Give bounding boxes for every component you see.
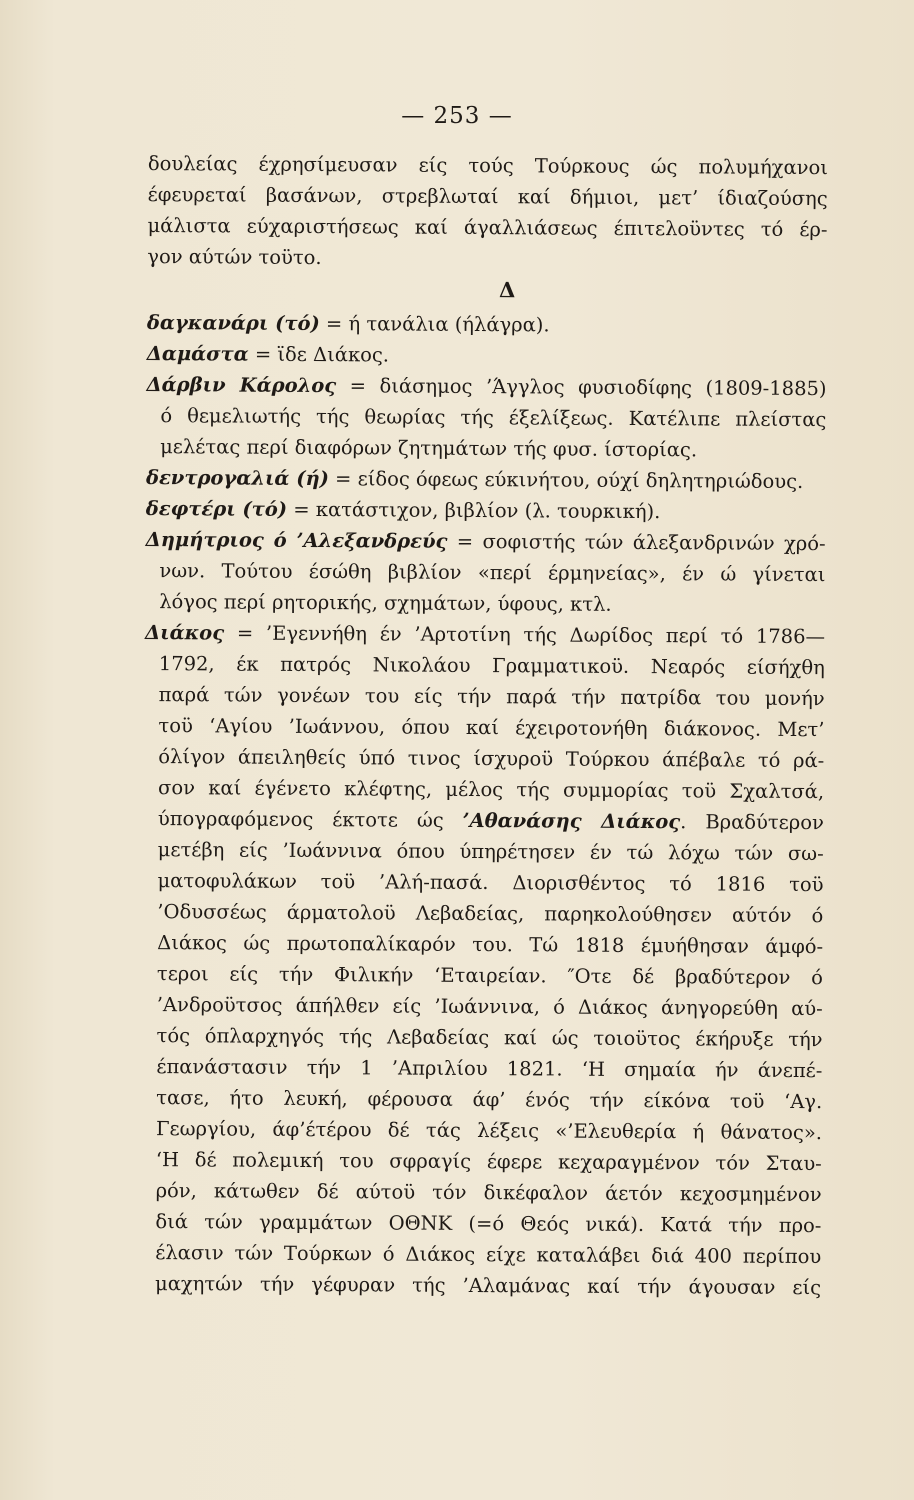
text-line: τασε, ήτο λευκή, φέρουσα άφ’ ένός τήν είκόνα τοϋ ‘Αγ. <box>156 1086 823 1114</box>
text-line: διά τών γραμμάτων ΟΘΝΚ (=ό Θεός νικά). Κατά τήν προ- <box>155 1210 822 1238</box>
dictionary-entry <box>146 524 826 559</box>
entry-lemma: δεφτέρι (τό) <box>145 496 288 521</box>
text-line: σον καί έγένετο κλέφτης, μέλος τής συμμορίας τοϋ Σχαλτσά, <box>158 776 825 804</box>
dictionary-entry <box>146 493 826 528</box>
dictionary-entry <box>146 369 826 404</box>
text-line: ό θεμελιωτής τής θεωρίας τής έξελίξεως. Κατέλιπε πλείστας <box>160 404 827 432</box>
entry-lemma: Δάρβιν Κάρολος <box>146 372 337 398</box>
text-line: μαχητών τήν γέφυραν τής ’Αλαμάνας καί τήν άγουσαν είς <box>154 1272 822 1300</box>
text-fragment: ύπογραφόμενος έκτοτε ώς <box>157 807 444 832</box>
text-line: ‘Η δέ πολεμική του σφραγίς έφερε κεχαραγμένον τόν Σταυ- <box>155 1148 822 1176</box>
entry-definition: = κατάστιχον, βιβλίον (λ. τουρκική). <box>293 497 661 524</box>
text-line <box>144 803 824 838</box>
text-line: ματοφυλάκων τοϋ ’Αλή-πασά. Διορισθέντος τό 1816 τοϋ <box>157 869 824 897</box>
text-line: παρά τών γονέων του είς τήν παρά τήν πατρίδα του μονήν <box>158 683 825 711</box>
text-line: μελέτας περί διαφόρων ζητημάτων τής φυσ. ίστορίας. <box>160 435 698 462</box>
text-line: έλασιν τών Τούρκων ό Διάκος είχε καταλάβει διά 400 περίπου <box>155 1241 822 1269</box>
entry-lemma: δεντρογαλιά (ή) <box>145 465 329 491</box>
text-line: τεροι είς τήν Φιλικήν ‘Εταιρείαν. ″Οτε δέ βραδύτερον ό <box>156 962 824 990</box>
text-line: λόγος περί ρητορικής, σχημάτων, ύφους, κτλ. <box>159 590 612 616</box>
entry-definition: = ϊδε Διάκος. <box>254 342 390 367</box>
text-fragment: . Βραδύτερον <box>680 810 824 835</box>
entry-definition: = ’Εγεννήθη έν ’Αρτοτίνη τής Δωρίδος περί τό 1786— <box>236 621 826 649</box>
entry-lemma: Δημήτριος ό ’Αλεξανδρεύς <box>145 527 448 553</box>
entry-definition: = ή τανάλια (ήλάγρα). <box>325 312 550 337</box>
dictionary-entry <box>145 617 825 652</box>
entry-lemma: Δαμάστα <box>146 341 249 366</box>
text-line: μάλιστα εύχαριστήσεως καί άγαλλιάσεως έπιτελοϋντες τό έρ- <box>147 213 828 242</box>
text-line: έπανάστασιν τήν 1 ’Απριλίου 1821. ‘Η σημαία ήν άνεπέ- <box>156 1055 823 1083</box>
text-line: ’Οδυσσέως άρματολοϋ Λεβαδείας, παρηκολούθησεν αύτόν ό <box>157 900 824 928</box>
text-line: ρόν, κάτωθεν δέ αύτοϋ τόν δικέφαλον άετόν κεχοσμημένον <box>155 1179 822 1207</box>
entry-definition: = σοφιστής τών άλεξανδρινών χρό- <box>456 529 826 556</box>
entry-definition: = διάσημος ’Άγγλος φυσιοδίφης (1809-1885) <box>349 374 827 401</box>
text-line: τός όπλαρχηγός τής Λεβαδείας καί ώς τοιοϋτος έκήρυξε τήν <box>156 1024 823 1052</box>
entry-lemma: Διάκος <box>144 620 225 645</box>
dictionary-entry <box>146 462 826 497</box>
text-line: τοϋ ‘Αγίου ’Ιωάννου, όπου καί έχειροτονήθη διάκονος. Μετ’ <box>158 714 825 742</box>
text-line: έφευρεταί βασάνων, στρεβλωταί καί δήμιοι, μετ’ ίδιαζούσης <box>147 182 828 211</box>
dictionary-entry <box>147 338 827 373</box>
signature-name: ’Αθανάσης Διάκος <box>462 808 681 834</box>
dictionary-entry <box>147 307 827 342</box>
entry-lemma: δαγκανάρι (τό) <box>146 310 320 336</box>
text-line: Γεωργίου, άφ’έτέρου δέ τάς λέξεις «’Ελευθερία ή θάνατος». <box>155 1117 823 1145</box>
text-line: όλίγον άπειληθείς ύπό τινος ίσχυροϋ Τούρκου άπέβαλε τό ρά- <box>158 745 825 773</box>
page-number: — 253 — <box>401 103 513 129</box>
text-line: μετέβη είς ’Ιωάννινα όπου ύπηρέτησεν έν τώ λόχω τών σω- <box>157 838 824 866</box>
text-line: ’Ανδροϋτσος άπήλθεν είς ’Ιωάννινα, ό Διάκος άνηγορεύθη αύ- <box>156 993 823 1021</box>
section-letter: Δ <box>498 277 516 303</box>
page-body <box>141 148 828 1303</box>
entry-definition: = είδος όφεως εύκινήτου, ούχί δηλητηριώδους. <box>335 467 804 494</box>
text-line: νων. Τούτου έσώθη βιβλίον «περί έρμηνείας», έν ώ γίνεται <box>159 559 826 587</box>
text-line: 1792, έκ πατρός Νικολάου Γραμματικοϋ. Νεαρός είσήχθη <box>158 652 825 680</box>
text-line: δουλείας έχρησίμευσαν είς τούς Τούρκους ώς πολυμήχανοι <box>147 151 828 180</box>
text-line: γον αύτών τοϋτο. <box>147 244 322 270</box>
text-line: Διάκος ώς πρωτοπαλίκαρόν του. Τώ 1818 έμυήθησαν άμφό- <box>157 931 824 959</box>
